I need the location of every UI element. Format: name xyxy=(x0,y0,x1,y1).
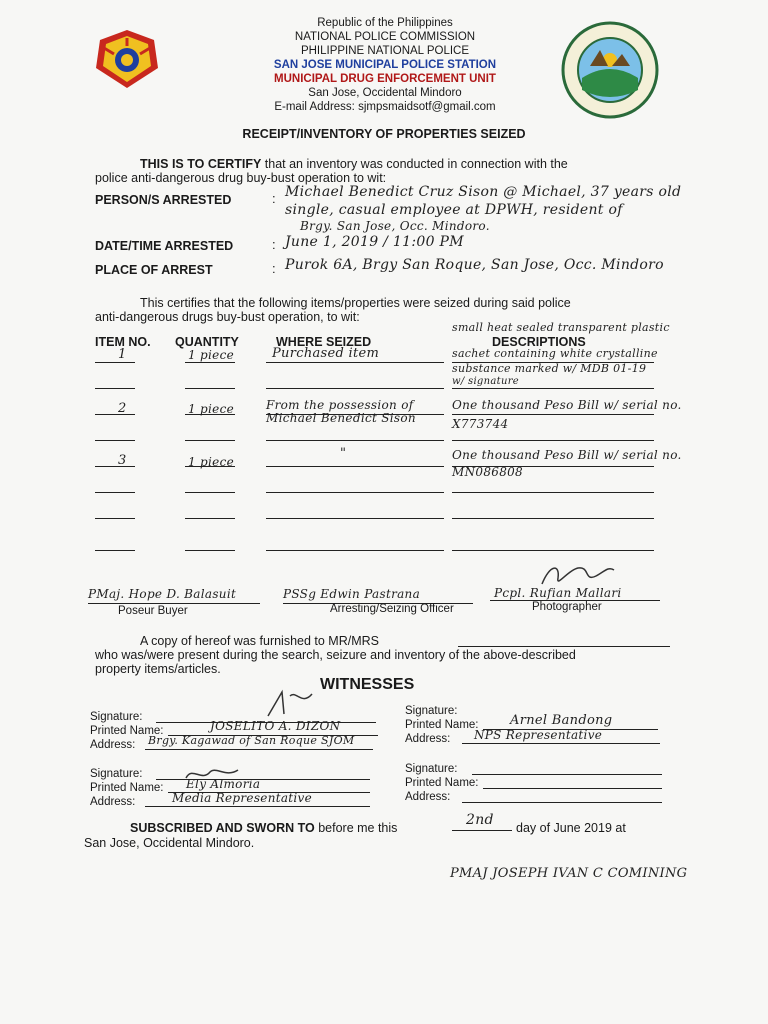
w1-printed-name: JOSELITO A. DIZON xyxy=(210,719,341,733)
unit-name: MUNICIPAL DRUG ENFORCEMENT UNIT xyxy=(274,73,496,85)
place-value: Purok 6A, Brgy San Roque, San Jose, Occ. Mindoro xyxy=(285,257,664,273)
station-name: SAN JOSE MUNICIPAL POLICE STATION xyxy=(273,59,497,71)
copy-line1: A copy of hereof was furnished to MR/MRS xyxy=(140,634,379,648)
w1-address-label: Address: xyxy=(90,739,136,751)
item-where: Purchased item xyxy=(272,346,380,361)
arresting-label: Arresting/Seizing Officer xyxy=(330,603,454,615)
certify-rest: that an inventory was conducted in connection with the xyxy=(261,157,568,171)
header-line-1: Republic of the Philippines xyxy=(317,17,453,29)
certifies2-line2: anti-dangerous drugs buy-bust operation, to wit: xyxy=(95,310,360,324)
sworn-line xyxy=(130,821,397,835)
place-label: PLACE OF ARREST xyxy=(95,263,213,277)
w3-printed-label: Printed Name: xyxy=(90,782,164,794)
item-no: 1 xyxy=(118,347,127,362)
certify-bold: THIS IS TO CERTIFY xyxy=(140,157,262,171)
sworn-place: San Jose, Occidental Mindoro. xyxy=(84,836,255,850)
person-colon: : xyxy=(272,191,276,206)
col-desc-header: DESCRIPTIONS xyxy=(492,335,586,349)
certify-text xyxy=(140,157,568,171)
date-colon: : xyxy=(272,237,276,252)
copy-line2: who was/were present during the search, seizure and inventory of the above-described xyxy=(95,648,576,662)
item-desc-4: w/ signature xyxy=(452,376,519,387)
w2-printed-name: Arnel Bandong xyxy=(510,713,613,728)
arresting-signature-name: PSSg Edwin Pastrana xyxy=(283,587,421,601)
person-value-3: Brgy. San Jose, Occ. Mindoro. xyxy=(300,219,490,233)
col-item-header: ITEM NO. xyxy=(95,335,151,349)
pnp-logo xyxy=(92,28,162,90)
header-location: San Jose, Occidental Mindoro xyxy=(308,87,462,99)
item-qty: 1 piece xyxy=(188,348,234,362)
item-qty: 1 piece xyxy=(188,455,234,469)
poseur-label: Poseur Buyer xyxy=(118,605,188,617)
place-colon: : xyxy=(272,261,276,276)
item-qty: 1 piece xyxy=(188,402,234,416)
w4-signature-label: Signature: xyxy=(405,763,458,775)
w1-address: Brgy. Kagawad of San Roque SJOM xyxy=(148,734,355,747)
col-where-header: WHERE SEIZED xyxy=(276,335,372,349)
w2-address: NPS Representative xyxy=(474,728,603,742)
w1-printed-label: Printed Name: xyxy=(90,725,164,737)
header-email: E-mail Address: sjmpsmaidsotf@gmail.com xyxy=(274,101,496,113)
item-desc-1: One thousand Peso Bill w/ serial no. xyxy=(452,448,682,462)
document-title: RECEIPT/INVENTORY OF PROPERTIES SEIZED xyxy=(242,127,526,141)
w3-printed-name: Ely Almoria xyxy=(186,777,261,791)
header-line-3: PHILIPPINE NATIONAL POLICE xyxy=(300,45,470,57)
w2-address-label: Address: xyxy=(405,733,451,745)
san-jose-seal xyxy=(560,20,660,120)
w2-signature-label: Signature: xyxy=(405,705,458,717)
w3-address-label: Address: xyxy=(90,796,136,808)
header-line-2: NATIONAL POLICE COMMISSION xyxy=(294,31,476,43)
item-desc-2: MN086808 xyxy=(452,465,523,479)
item-where: " xyxy=(340,446,347,461)
item-no: 2 xyxy=(118,401,127,416)
photographer-label: Photographer xyxy=(532,601,602,613)
w1-signature-label: Signature: xyxy=(90,711,143,723)
person-label: PERSON/S ARRESTED xyxy=(95,193,232,207)
certify-line2: police anti-dangerous drug buy-bust operation to wit: xyxy=(95,171,387,185)
item-desc-1: One thousand Peso Bill w/ serial no. xyxy=(452,398,682,412)
copy-line3: property items/articles. xyxy=(95,662,221,676)
item-desc-2: X773744 xyxy=(452,417,509,431)
photographer-signature-scribble xyxy=(538,560,618,595)
item-desc-1: small heat sealed transparent plastic xyxy=(452,321,670,334)
item-where: From the possession of Michael Benedict Sison xyxy=(266,398,416,425)
person-value-1: Michael Benedict Cruz Sison @ Michael, 37 years old xyxy=(285,184,682,200)
poseur-signature-name: PMaj. Hope D. Balasuit xyxy=(88,587,237,601)
sworn-bold: SUBSCRIBED AND SWORN TO xyxy=(130,821,315,835)
col-qty-header: QUANTITY xyxy=(175,335,239,349)
date-value: June 1, 2019 / 11:00 PM xyxy=(285,234,464,250)
header-block xyxy=(200,16,570,114)
certifies2-line1: This certifies that the following items/properties were seized during said police xyxy=(140,296,571,310)
person-value-2: single, casual employee at DPWH, resident of xyxy=(285,202,623,218)
w4-address-label: Address: xyxy=(405,791,451,803)
witnesses-title: WITNESSES xyxy=(320,676,415,693)
date-label: DATE/TIME ARRESTED xyxy=(95,239,234,253)
sworn-pre: before me this xyxy=(314,821,398,835)
administering-officer-signature: PMAJ JOSEPH IVAN C COMINING xyxy=(450,866,688,881)
w4-printed-label: Printed Name: xyxy=(405,777,479,789)
w3-signature-label: Signature: xyxy=(90,768,143,780)
sworn-day: 2nd xyxy=(466,812,494,828)
w2-printed-label: Printed Name: xyxy=(405,719,479,731)
w3-address: Media Representative xyxy=(172,791,313,805)
sworn-post: day of June 2019 at xyxy=(516,821,626,835)
item-no: 3 xyxy=(118,453,127,468)
photographer-signature-name: Pcpl. Rufian Mallari xyxy=(494,586,622,600)
item-desc-2: sachet containing white crystalline xyxy=(452,347,658,360)
item-desc-3: substance marked w/ MDB 01-19 xyxy=(452,362,647,375)
